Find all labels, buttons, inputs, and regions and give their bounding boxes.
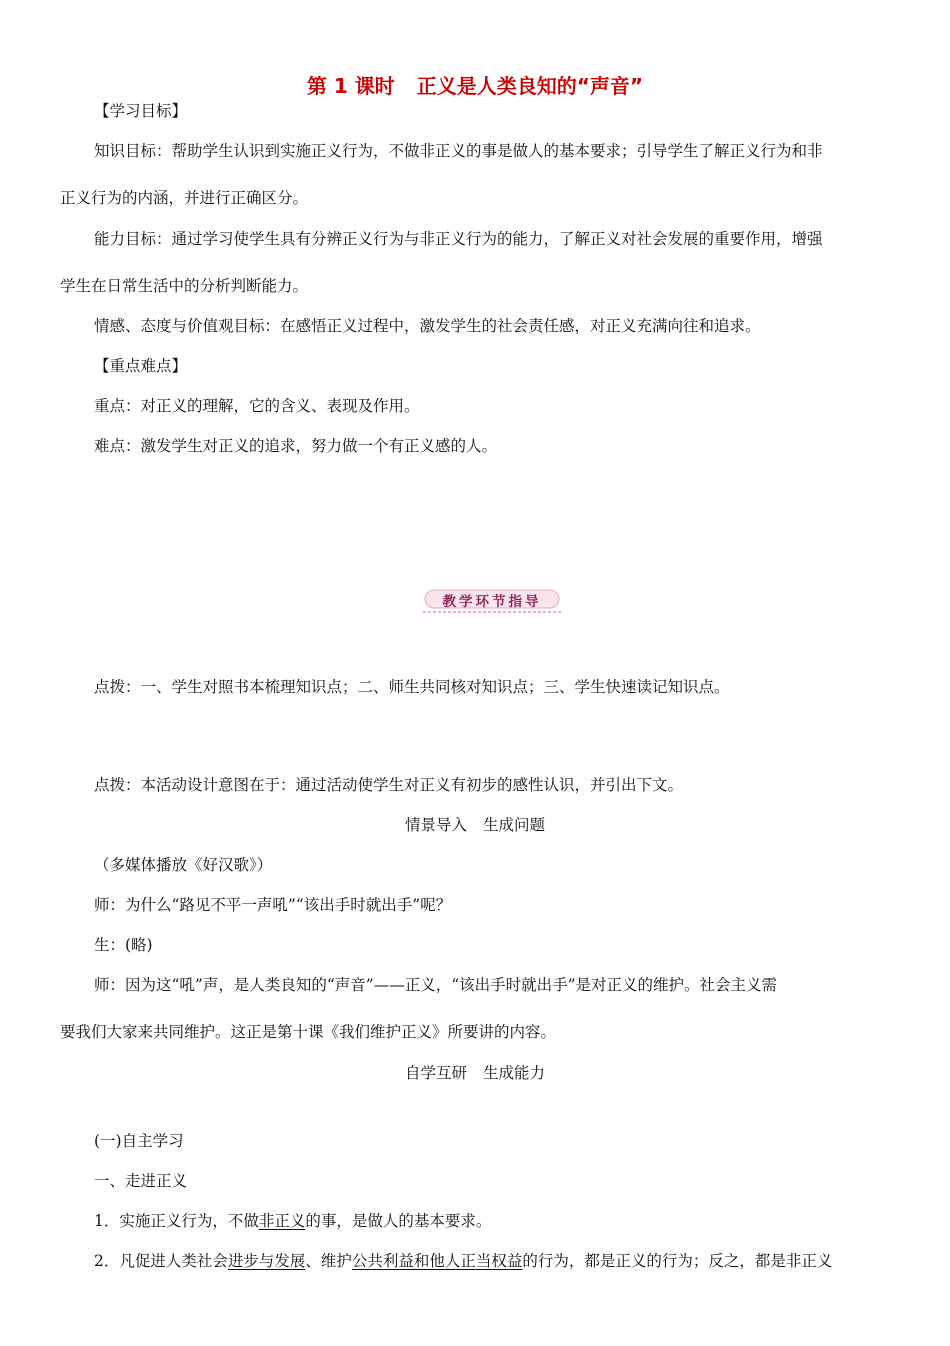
study-heading-b: 生成能力 <box>483 1064 546 1082</box>
emotion-objective: 情感、态度与价值观目标：在感悟正义过程中，激发学生的社会责任感，对正义充满向往和追求。 <box>94 317 761 335</box>
intro-heading-a: 情景导入 <box>404 816 467 834</box>
teacher-explanation-line2: 要我们大家来共同维护。这正是第十课《我们维护正义》所要讲的内容。 <box>60 1023 557 1041</box>
student-answer: 生：(略) <box>94 936 153 954</box>
banner-label: 教学环节指导 <box>442 594 542 610</box>
study-heading <box>0 1063 950 1083</box>
lesson-number: 第 1 课时 <box>306 74 395 98</box>
teacher-question: 师：为什么“路见不平一声吼”“该出手时就出手”呢？ <box>94 896 452 914</box>
guide-tip-1: 点拨：一、学生对照书本梳理知识点；二、师生共同核对知识点；三、学生快速读记知识点。 <box>94 678 730 696</box>
teacher-explanation-line1: 师：因为这“吼”声，是人类良知的“声音”——正义，“该出手时就出手”是对正义的维护。社会主义需 <box>94 976 778 994</box>
study-heading-a: 自学互研 <box>404 1064 467 1082</box>
intro-heading-b: 生成问题 <box>483 816 546 834</box>
study-item-2: 2．凡促进人类社会进步与发展、维护公共利益和他人正当权益的行为，都是正义的行为；反之，都是非正义 <box>94 1252 833 1270</box>
key-points-header: 【重点难点】 <box>94 357 188 375</box>
intro-heading <box>0 815 950 835</box>
ability-objective-line1: 能力目标：通过学习使学生具有分辨正义行为与非正义行为的能力，了解正义对社会发展的重要作用，增强 <box>94 230 823 248</box>
answer-blank: 非正义 <box>258 1212 306 1230</box>
lesson-title: 正义是人类良知的“声音” <box>416 74 644 98</box>
key-point: 重点：对正义的理解，它的含义、表现及作用。 <box>94 397 420 415</box>
answer-blank: 公共利益和他人正当权益 <box>351 1252 523 1270</box>
self-study-label: (一)自主学习 <box>94 1132 184 1150</box>
knowledge-objective-line1: 知识目标：帮助学生认识到实施正义行为，不做非正义的事是做人的基本要求；引导学生了解正义行为和非 <box>94 142 823 160</box>
difficult-point: 难点：激发学生对正义的追求，努力做一个有正义感的人。 <box>94 437 498 455</box>
teaching-guide-banner <box>421 588 563 614</box>
study-item-1: 1．实施正义行为，不做非正义的事，是做人的基本要求。 <box>94 1212 492 1230</box>
ability-objective-line2: 学生在日常生活中的分析判断能力。 <box>60 277 309 295</box>
knowledge-objective-line2: 正义行为的内涵，并进行正确区分。 <box>60 189 309 207</box>
section-heading: 一、走进正义 <box>94 1172 188 1190</box>
intro-media-note: （多媒体播放《好汉歌》） <box>94 856 273 874</box>
page-title <box>0 70 950 99</box>
guide-tip-2: 点拨：本活动设计意图在于：通过活动使学生对正义有初步的感性认识，并引出下文。 <box>94 776 684 794</box>
answer-blank: 进步与发展 <box>227 1252 306 1270</box>
objectives-header: 【学习目标】 <box>94 102 188 120</box>
